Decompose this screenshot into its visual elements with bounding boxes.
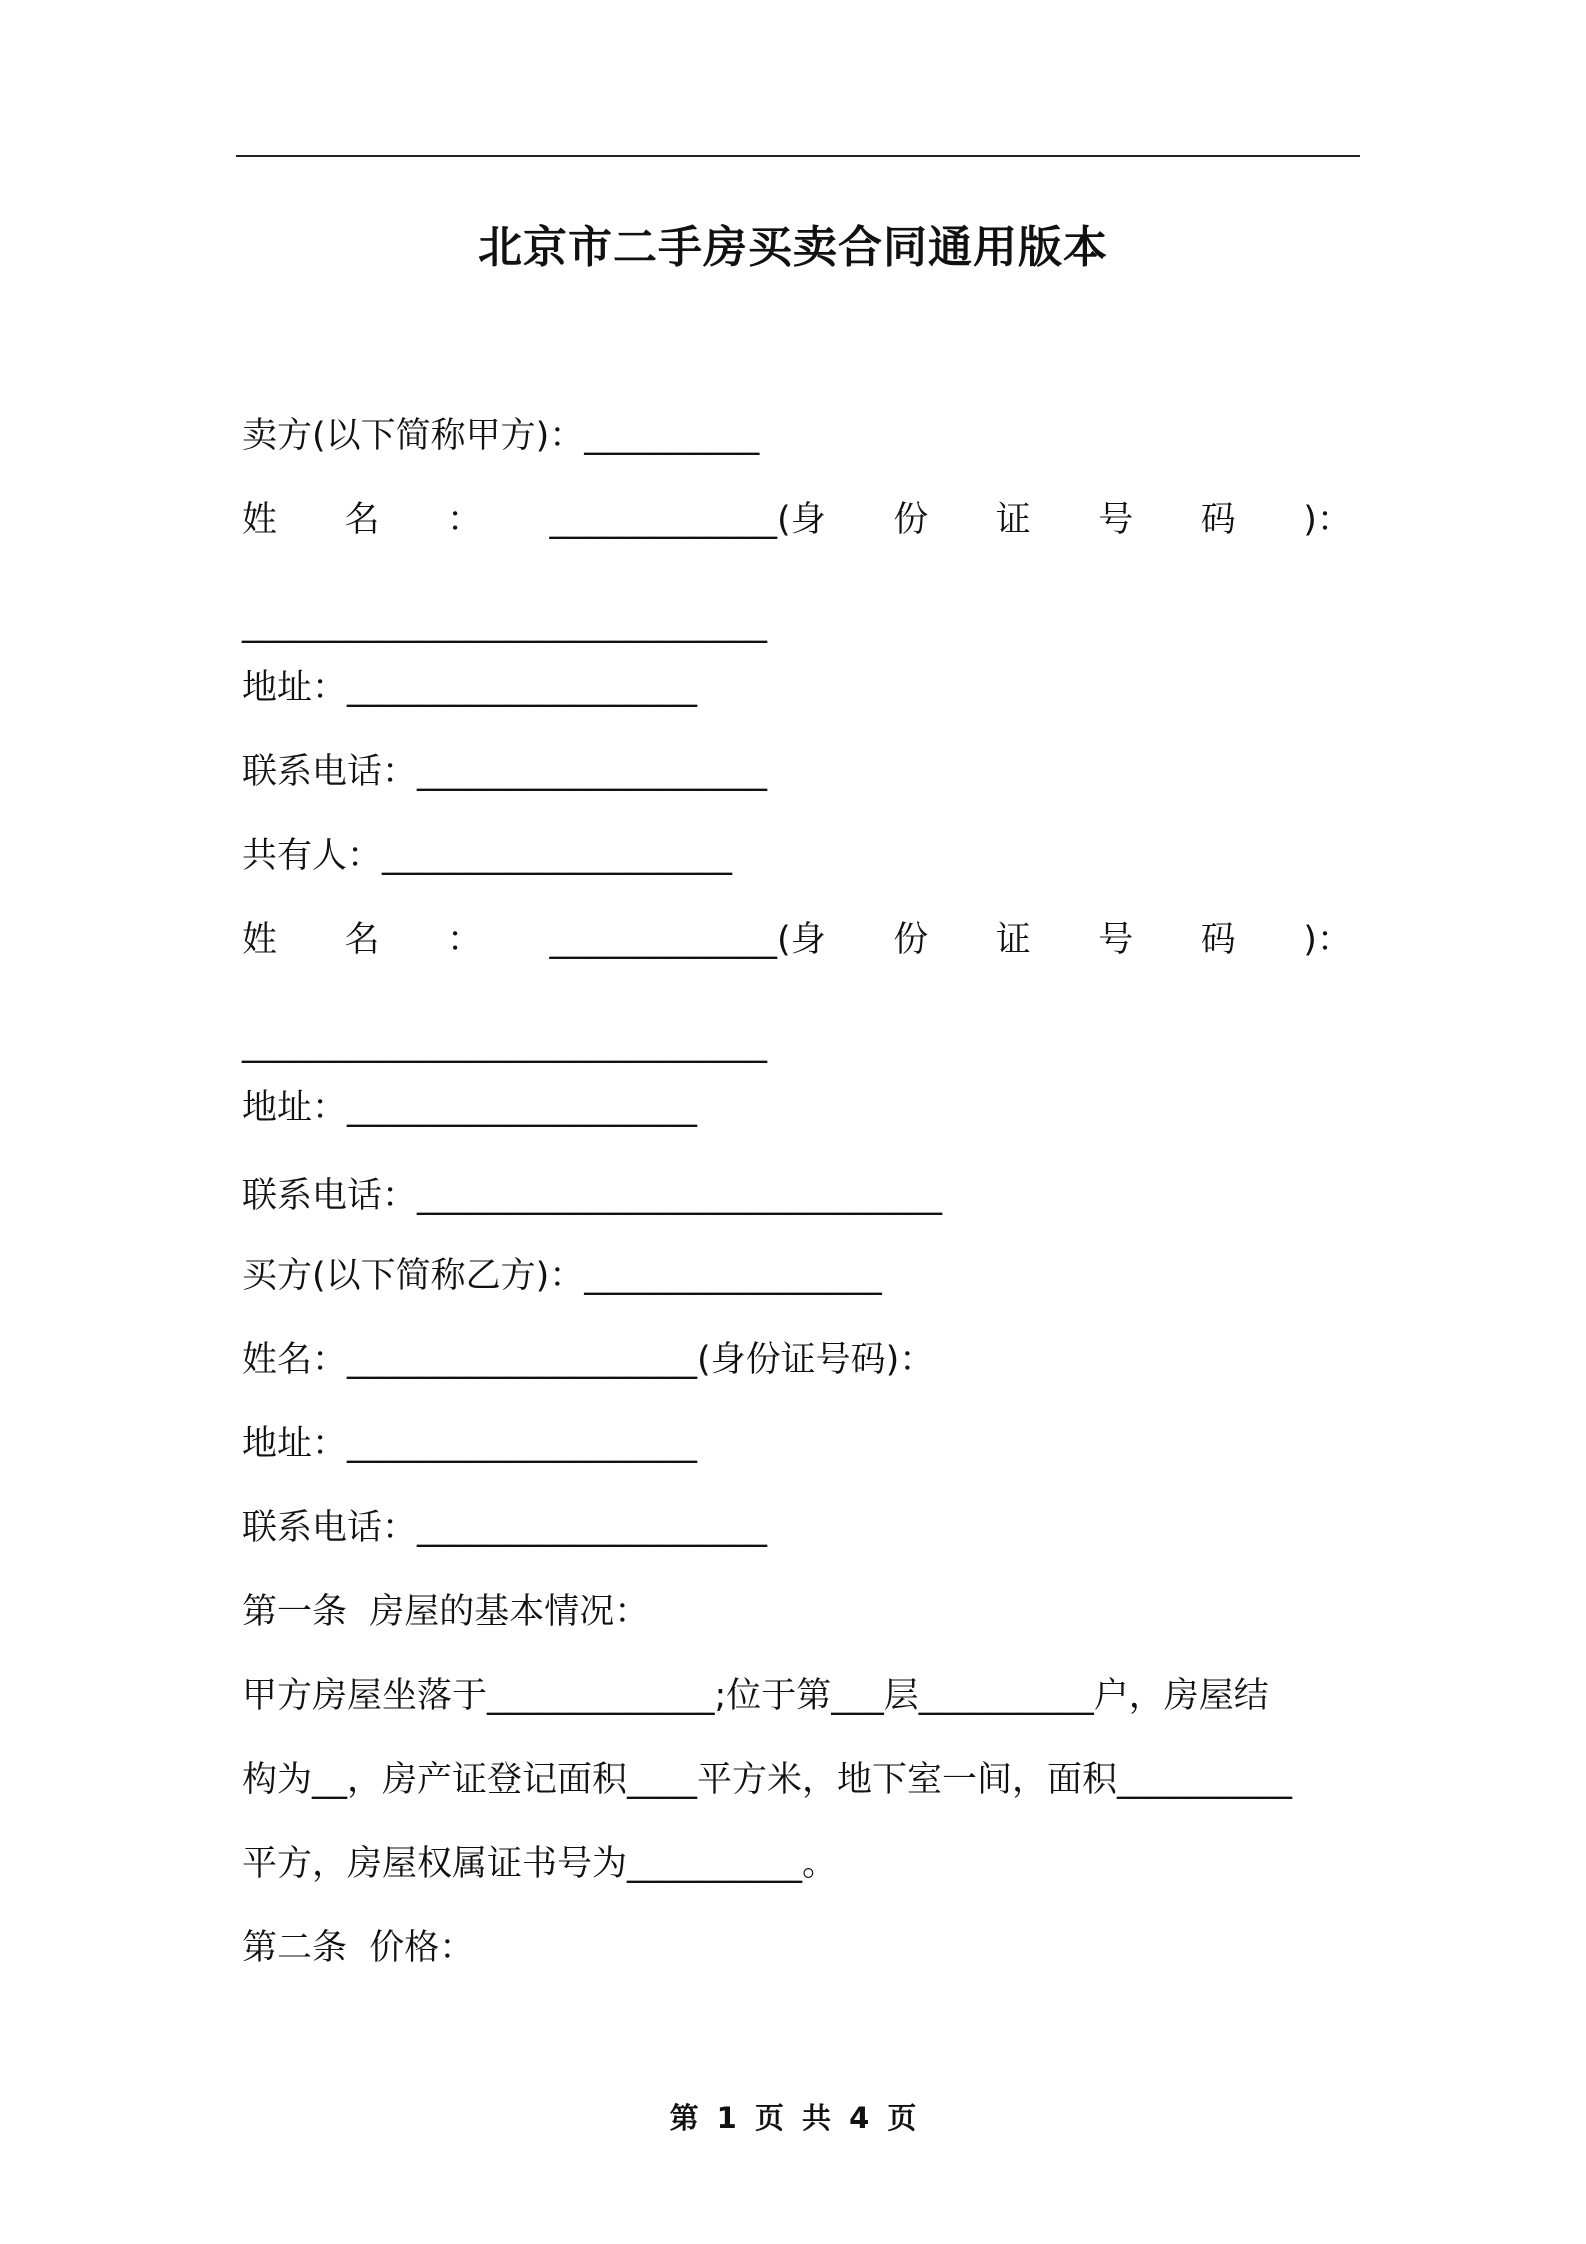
page-footer: 第 1 页 共 4 页 xyxy=(669,2101,917,2135)
seller-name-part: 份 xyxy=(893,500,929,540)
seller-name-part: 号 xyxy=(1098,500,1134,540)
buyer-phone: 联系电话：____________________ xyxy=(242,1508,768,1548)
co-owner-name-part: 码 xyxy=(1200,920,1236,960)
co-owner-address: 地址：____________________ xyxy=(242,1088,698,1128)
co-owner-name-part: 姓 xyxy=(242,920,278,960)
seller-name-part: 码 xyxy=(1200,500,1236,540)
article-1-line-3: 平方，房屋权属证书号为__________。 xyxy=(242,1844,838,1884)
co-owner-name-line xyxy=(242,916,1352,964)
seller-id-blank: ______________________________ xyxy=(242,604,767,644)
header-rule xyxy=(236,155,1360,157)
seller-phone: 联系电话：____________________ xyxy=(242,752,768,792)
co-owner-phone: 联系电话：______________________________ xyxy=(242,1176,943,1216)
co-owner-name-part: 证 xyxy=(995,920,1031,960)
seller-name-part: 证 xyxy=(995,500,1031,540)
co-owner-name-part: _____________(身 xyxy=(549,920,826,960)
seller-name-part: _____________(身 xyxy=(549,500,826,540)
article-1-heading: 第一条 房屋的基本情况： xyxy=(242,1592,650,1632)
article-2-heading: 第二条 价格： xyxy=(242,1928,475,1968)
article-1-line-1: 甲方房屋坐落于_____________;位于第___层__________户，房屋结 xyxy=(242,1676,1269,1716)
document-title: 北京市二手房买卖合同通用版本 xyxy=(478,222,1108,273)
buyer-heading: 买方(以下简称乙方)：_________________ xyxy=(242,1256,882,1296)
co-owner-id-blank: ______________________________ xyxy=(242,1024,767,1064)
seller-name-line xyxy=(242,496,1352,544)
seller-address: 地址：____________________ xyxy=(242,668,698,708)
seller-heading: 卖方(以下简称甲方)：__________ xyxy=(242,416,760,456)
buyer-address: 地址：____________________ xyxy=(242,1424,698,1464)
co-owner-name-part: 名 xyxy=(344,920,380,960)
co-owner-name-part: ： xyxy=(447,920,483,960)
seller-name-part: 名 xyxy=(344,500,380,540)
seller-co-owner: 共有人：____________________ xyxy=(242,836,733,876)
seller-name-part: 姓 xyxy=(242,500,278,540)
buyer-name: 姓名：____________________(身份证号码)： xyxy=(242,1340,935,1380)
co-owner-name-part: )： xyxy=(1303,920,1352,960)
seller-name-part: ： xyxy=(447,500,483,540)
seller-name-part: )： xyxy=(1303,500,1352,540)
co-owner-name-part: 份 xyxy=(893,920,929,960)
co-owner-name-part: 号 xyxy=(1098,920,1134,960)
article-1-line-2: 构为__，房产证登记面积____平方米，地下室一间，面积__________ xyxy=(242,1760,1293,1800)
